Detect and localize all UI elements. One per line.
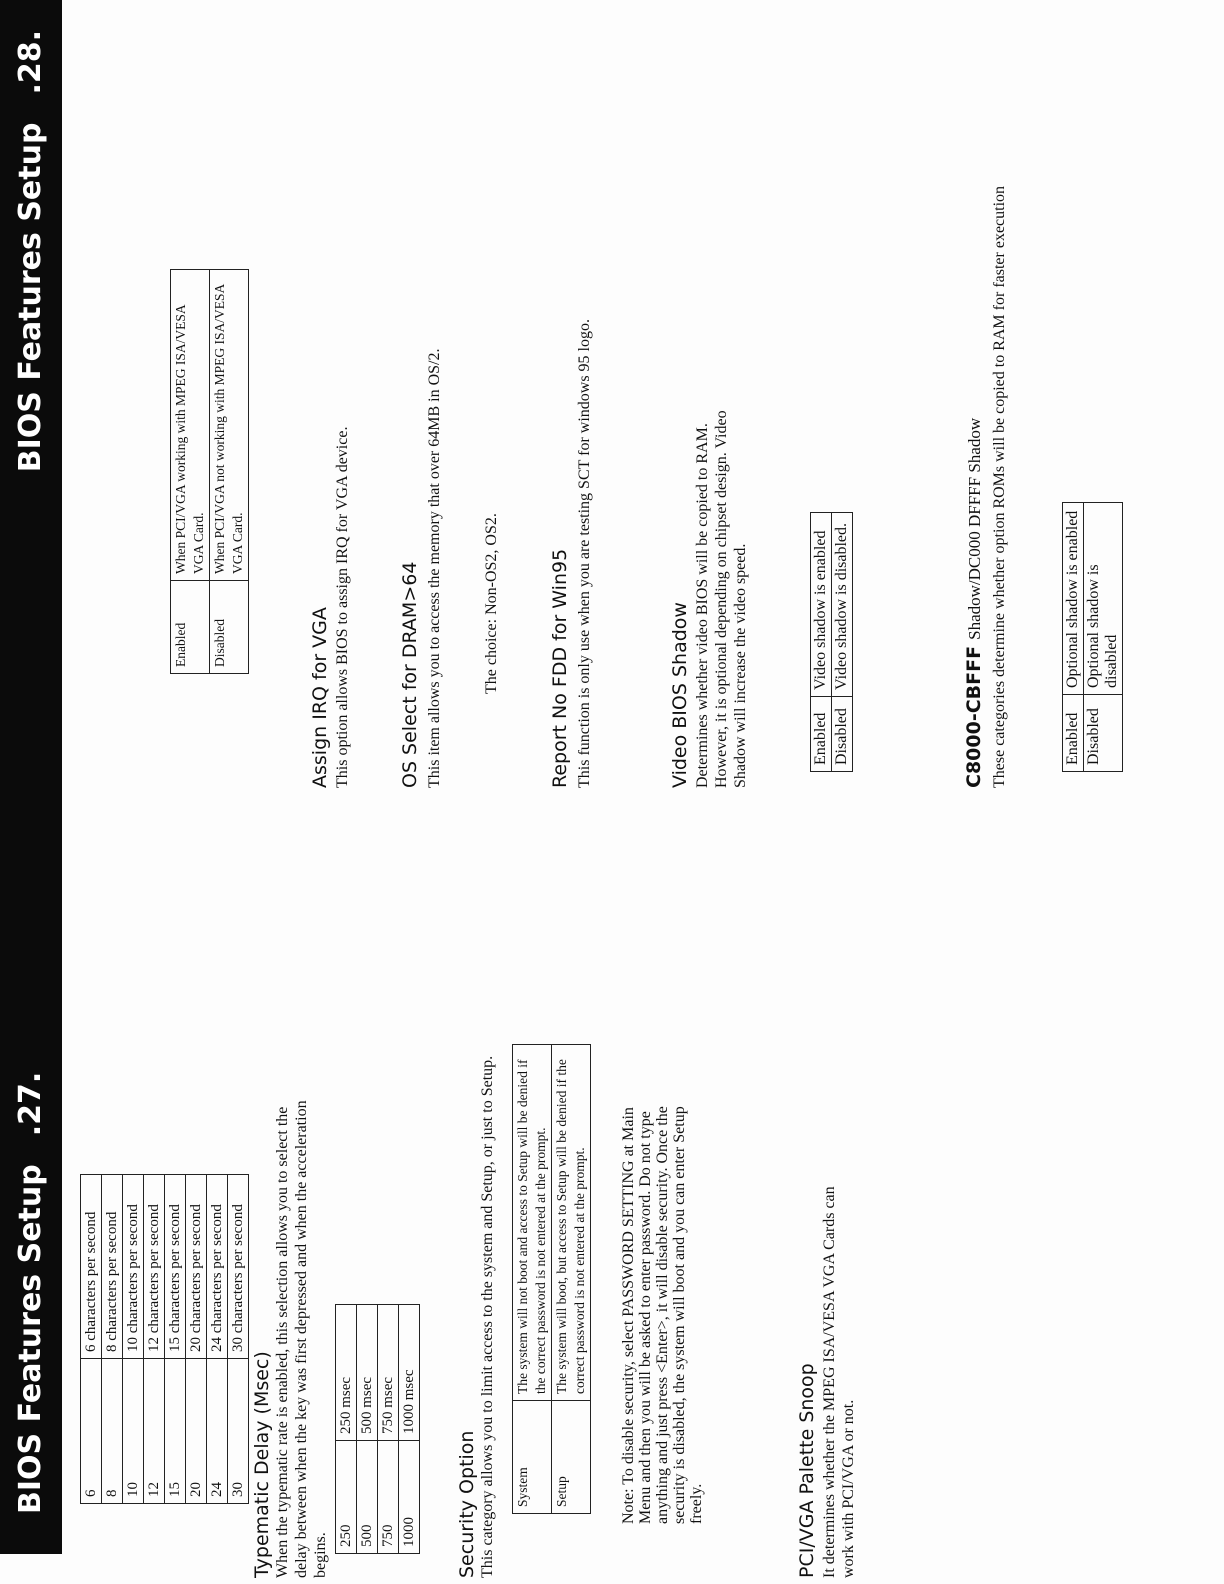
os-select-heading: OS Select for DRAM>64 (399, 561, 421, 788)
palette-snoop-table (170, 269, 249, 674)
table-cell: 12 (144, 1359, 165, 1504)
table-cell: 6 (81, 1359, 102, 1504)
table-cell: 1000 (399, 1441, 420, 1554)
rom-shadow-heading-rest: Shadow/DC000 DFFFF Shadow (965, 417, 984, 640)
header-title: BIOS Features Setup (13, 122, 48, 473)
table-cell: 1000 msec (399, 1305, 420, 1441)
table-row (832, 513, 853, 772)
table-cell: 500 msec (357, 1305, 378, 1441)
table-row (81, 1175, 102, 1504)
table-cell: Enabled (811, 697, 832, 772)
table-row (811, 513, 832, 772)
table-cell: 500 (357, 1441, 378, 1554)
table-row (144, 1175, 165, 1504)
table-cell: 15 characters per second (165, 1175, 186, 1359)
typematic-rate-table (80, 1174, 249, 1504)
table-cell: The system will not boot and access to Setup will be denied if the correct password is not entered at the prompt. (513, 1045, 552, 1401)
typematic-delay-text: When the typematic rate is enabled, this selection allows you to select the delay between when the key was first depressed and when the acceleration begins. (274, 1100, 329, 1578)
table-cell: 8 characters per second (102, 1175, 123, 1359)
table-cell: Enabled (171, 581, 210, 674)
palette-snoop-text: It determines whether the MPEG ISA/VESA VGA Cards can work with PCI/VGA or not. (821, 1186, 857, 1578)
typematic-delay-heading: Typematic Delay (Msec) (251, 1351, 273, 1578)
table-cell: 24 (207, 1359, 228, 1504)
table-cell: When PCI/VGA working with MPEG ISA/VESA VGA Card. (171, 270, 210, 581)
table-row (123, 1175, 144, 1504)
rom-shadow-table (1062, 502, 1123, 772)
rom-shadow-heading-bold: C8000-CBFFF (963, 645, 985, 788)
os-select-choice: The choice: Non-OS2, OS2. (483, 513, 500, 694)
security-note: Note: To disable security, select PASSWORD SETTING at Main Menu and then you will be asked to enter password. Do not type anything and just press <Enter>, it will disable security. Once the security is disabled, the system will boot and you can enter Setup freely. (620, 1106, 705, 1524)
table-cell: 24 characters per second (207, 1175, 228, 1359)
table-cell: 30 (228, 1359, 249, 1504)
table-cell: 15 (165, 1359, 186, 1504)
table-cell: 250 (336, 1441, 357, 1554)
report-fdd-text: This function is only use when you are testing SCT for windows 95 logo. (576, 319, 593, 788)
table-row (513, 1045, 552, 1514)
table-cell: Optional shadow is enabled (1063, 503, 1084, 695)
table-cell: System (513, 1401, 552, 1514)
assign-irq-text: This option allows BIOS to assign IRQ for VGA device. (334, 426, 351, 788)
table-row (165, 1175, 186, 1504)
security-option-heading: Security Option (456, 1430, 478, 1578)
table-row (357, 1305, 378, 1554)
table-row (102, 1175, 123, 1504)
table-cell: Disabled (832, 697, 853, 772)
table-cell: Video shadow is disabled. (832, 513, 853, 697)
header-page-number: .27. (13, 1071, 48, 1137)
table-cell: When PCI/VGA not working with MPEG ISA/VESA VGA Card. (210, 270, 249, 581)
page-27 (0, 792, 1224, 1584)
security-option-text: This category allows you to limit access to the system and Setup, or just to Setup. (479, 1055, 496, 1578)
table-cell: Optional shadow is disabled (1084, 503, 1123, 695)
header-title: BIOS Features Setup (13, 1164, 48, 1514)
video-shadow-table (810, 512, 853, 772)
palette-snoop-heading: PCI/VGA Palette Snoop (796, 1363, 818, 1578)
table-cell: 750 (378, 1441, 399, 1554)
page-header (0, 0, 62, 792)
table-cell: Disabled (210, 581, 249, 674)
table-row (186, 1175, 207, 1504)
table-cell: Enabled (1063, 695, 1084, 772)
table-cell: 6 characters per second (81, 1175, 102, 1359)
page-header (0, 792, 62, 1554)
assign-irq-heading: Assign IRQ for VGA (309, 607, 331, 788)
table-cell: 20 (186, 1359, 207, 1504)
video-bios-shadow-text: Determines whether video BIOS will be copied to RAM. However, it is optional depending on chipset design. Video Shadow will increase the video speed. (694, 410, 749, 788)
table-row (552, 1045, 591, 1514)
table-cell: 10 (123, 1359, 144, 1504)
table-cell: 250 msec (336, 1305, 357, 1441)
table-row (399, 1305, 420, 1554)
table-row (1084, 503, 1123, 772)
security-option-table (512, 1044, 591, 1514)
os-select-text: This item allows you to access the memory that over 64MB in OS/2. (426, 348, 443, 788)
table-cell: 8 (102, 1359, 123, 1504)
table-cell: 750 msec (378, 1305, 399, 1441)
header-page-number: .28. (13, 30, 48, 95)
table-cell: 12 characters per second (144, 1175, 165, 1359)
table-row (1063, 503, 1084, 772)
report-fdd-heading: Report No FDD for Win95 (549, 548, 571, 788)
table-cell: Setup (552, 1401, 591, 1514)
table-row (378, 1305, 399, 1554)
video-bios-shadow-heading: Video BIOS Shadow (669, 602, 691, 788)
rom-shadow-text: These categories determine whether option ROMs will be copied to RAM for faster execution (991, 185, 1008, 788)
table-cell: 20 characters per second (186, 1175, 207, 1359)
table-row (171, 270, 210, 674)
table-row (228, 1175, 249, 1504)
typematic-delay-table (335, 1304, 420, 1554)
rom-shadow-heading (962, 418, 987, 788)
table-cell: The system will boot, but access to Setup will be denied if the correct password is not entered at the prompt. (552, 1045, 591, 1401)
table-row (207, 1175, 228, 1504)
table-cell: 30 characters per second (228, 1175, 249, 1359)
table-cell: Disabled (1084, 695, 1123, 772)
table-cell: 10 characters per second (123, 1175, 144, 1359)
table-row (210, 270, 249, 674)
table-row (336, 1305, 357, 1554)
table-cell: Video shadow is enabled (811, 513, 832, 697)
